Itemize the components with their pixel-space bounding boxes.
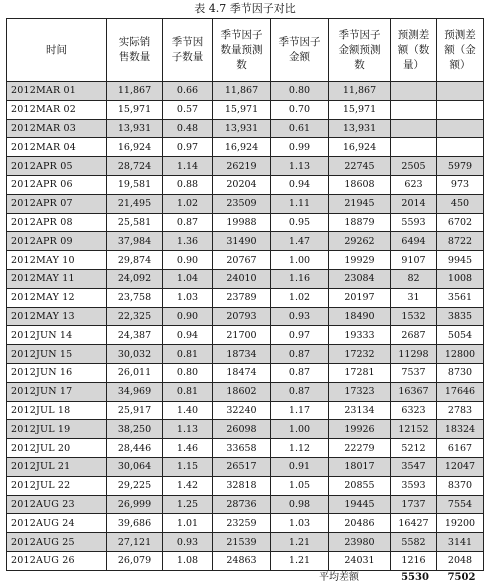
cell-actual-sales: 26,999 xyxy=(107,495,163,514)
table-row xyxy=(7,232,484,251)
header-seasonal-factor-amount-forecast xyxy=(329,19,391,82)
cell-time: 2012APR 09 xyxy=(7,232,107,251)
cell-factor-amount: 0.95 xyxy=(271,213,329,232)
cell-forecast-amount: 18608 xyxy=(329,175,391,194)
cell-forecast-amount: 23084 xyxy=(329,269,391,288)
header-line: 售数量 xyxy=(118,51,151,63)
cell-diff-amount: 973 xyxy=(437,175,484,194)
cell-factor-quantity: 0.80 xyxy=(163,363,213,382)
cell-factor-amount: 1.02 xyxy=(271,288,329,307)
table-row xyxy=(7,307,484,326)
cell-actual-sales: 26,079 xyxy=(107,551,163,570)
cell-actual-sales: 15,971 xyxy=(107,100,163,119)
cell-factor-quantity: 1.04 xyxy=(163,269,213,288)
cell-forecast-quantity: 26219 xyxy=(213,157,271,176)
cell-diff-amount xyxy=(437,82,484,101)
cell-diff-amount: 8730 xyxy=(437,363,484,382)
cell-diff-amount: 19200 xyxy=(437,514,484,533)
cell-forecast-amount: 13,931 xyxy=(329,119,391,138)
cell-forecast-quantity: 11,867 xyxy=(213,82,271,101)
cell-diff-quantity xyxy=(391,119,437,138)
table-row xyxy=(7,439,484,458)
cell-factor-quantity: 0.90 xyxy=(163,307,213,326)
cell-factor-quantity: 0.97 xyxy=(163,138,213,157)
cell-factor-amount: 1.17 xyxy=(271,401,329,420)
cell-time: 2012AUG 24 xyxy=(7,514,107,533)
table-row xyxy=(7,288,484,307)
cell-time: 2012JUN 17 xyxy=(7,382,107,401)
cell-factor-amount: 0.80 xyxy=(271,82,329,101)
header-actual-sales-quantity xyxy=(107,19,163,82)
cell-forecast-quantity: 16,924 xyxy=(213,138,271,157)
cell-factor-amount: 0.87 xyxy=(271,345,329,364)
cell-diff-amount: 12800 xyxy=(437,345,484,364)
cell-actual-sales: 16,924 xyxy=(107,138,163,157)
cell-time: 2012MAY 12 xyxy=(7,288,107,307)
cell-time: 2012MAR 04 xyxy=(7,138,107,157)
cell-diff-quantity: 1532 xyxy=(391,307,437,326)
cell-factor-amount: 1.05 xyxy=(271,476,329,495)
cell-forecast-quantity: 20793 xyxy=(213,307,271,326)
cell-diff-quantity: 5582 xyxy=(391,533,437,552)
cell-actual-sales: 37,984 xyxy=(107,232,163,251)
cell-time: 2012AUG 26 xyxy=(7,551,107,570)
cell-time: 2012MAR 02 xyxy=(7,100,107,119)
cell-factor-amount: 0.61 xyxy=(271,119,329,138)
cell-diff-amount: 5054 xyxy=(437,326,484,345)
header-line: 数 xyxy=(354,58,365,71)
table-body xyxy=(7,82,484,571)
cell-forecast-amount: 17232 xyxy=(329,345,391,364)
cell-diff-amount: 5979 xyxy=(437,157,484,176)
cell-time: 2012MAR 01 xyxy=(7,82,107,101)
cell-diff-quantity xyxy=(391,82,437,101)
cell-forecast-amount: 19929 xyxy=(329,251,391,270)
cell-actual-sales: 29,874 xyxy=(107,251,163,270)
cell-forecast-quantity: 18474 xyxy=(213,363,271,382)
table-footer xyxy=(0,571,490,585)
cell-forecast-amount: 23134 xyxy=(329,401,391,420)
cell-time: 2012JUN 14 xyxy=(7,326,107,345)
header-line: 季节因子 xyxy=(338,28,381,41)
cell-factor-quantity: 0.87 xyxy=(163,213,213,232)
cell-factor-amount: 1.00 xyxy=(271,251,329,270)
cell-forecast-amount: 21945 xyxy=(329,194,391,213)
average-quantity-difference: 5530 xyxy=(401,572,429,583)
header-row xyxy=(7,19,484,82)
cell-time: 2012JUL 21 xyxy=(7,457,107,476)
cell-factor-quantity: 0.48 xyxy=(163,119,213,138)
cell-diff-quantity: 3593 xyxy=(391,476,437,495)
cell-diff-quantity: 7537 xyxy=(391,363,437,382)
cell-factor-quantity: 0.93 xyxy=(163,533,213,552)
cell-diff-amount: 8722 xyxy=(437,232,484,251)
cell-actual-sales: 19,581 xyxy=(107,175,163,194)
cell-factor-quantity: 0.94 xyxy=(163,326,213,345)
cell-time: 2012JUN 16 xyxy=(7,363,107,382)
cell-diff-amount: 3561 xyxy=(437,288,484,307)
cell-forecast-quantity: 32240 xyxy=(213,401,271,420)
cell-forecast-quantity: 32818 xyxy=(213,476,271,495)
cell-forecast-amount: 24031 xyxy=(329,551,391,570)
average-amount-difference: 7502 xyxy=(447,572,476,583)
table-row xyxy=(7,476,484,495)
cell-forecast-amount: 22745 xyxy=(329,157,391,176)
cell-diff-quantity: 2014 xyxy=(391,194,437,213)
header-line: 预测差 xyxy=(397,28,430,41)
cell-forecast-quantity: 23509 xyxy=(213,194,271,213)
cell-factor-quantity: 0.66 xyxy=(163,82,213,101)
header-forecast-difference-quantity xyxy=(391,19,437,82)
table-row xyxy=(7,194,484,213)
cell-diff-amount: 1008 xyxy=(437,269,484,288)
cell-diff-quantity xyxy=(391,138,437,157)
cell-forecast-amount: 19926 xyxy=(329,420,391,439)
cell-factor-amount: 1.00 xyxy=(271,420,329,439)
header-line: 子数量 xyxy=(171,51,204,63)
cell-time: 2012AUG 23 xyxy=(7,495,107,514)
cell-actual-sales: 23,758 xyxy=(107,288,163,307)
cell-actual-sales: 39,686 xyxy=(107,514,163,533)
seasonal-factor-table xyxy=(6,18,484,571)
cell-forecast-quantity: 31490 xyxy=(213,232,271,251)
cell-factor-amount: 1.12 xyxy=(271,439,329,458)
cell-time: 2012MAY 10 xyxy=(7,251,107,270)
cell-factor-amount: 0.94 xyxy=(271,175,329,194)
cell-diff-amount: 7554 xyxy=(437,495,484,514)
table-row xyxy=(7,420,484,439)
cell-actual-sales: 26,011 xyxy=(107,363,163,382)
header-line: 预测差 xyxy=(444,28,476,41)
cell-diff-amount: 18324 xyxy=(437,420,484,439)
cell-diff-amount: 6167 xyxy=(437,439,484,458)
cell-forecast-quantity: 24863 xyxy=(213,551,271,570)
header-line: 数量预测 xyxy=(220,43,263,56)
cell-forecast-amount: 18879 xyxy=(329,213,391,232)
table-row xyxy=(7,100,484,119)
cell-forecast-quantity: 20767 xyxy=(213,251,271,270)
cell-forecast-amount: 19445 xyxy=(329,495,391,514)
cell-diff-quantity: 16367 xyxy=(391,382,437,401)
table-row xyxy=(7,82,484,101)
cell-time: 2012MAR 03 xyxy=(7,119,107,138)
cell-factor-amount: 0.99 xyxy=(271,138,329,157)
cell-forecast-amount: 17323 xyxy=(329,382,391,401)
header-line: 季节因子 xyxy=(220,28,263,41)
cell-actual-sales: 38,250 xyxy=(107,420,163,439)
cell-forecast-quantity: 28736 xyxy=(213,495,271,514)
cell-factor-amount: 1.21 xyxy=(271,551,329,570)
cell-factor-quantity: 0.88 xyxy=(163,175,213,194)
cell-diff-quantity: 31 xyxy=(391,288,437,307)
header-line: 金额预测 xyxy=(338,43,381,56)
cell-forecast-quantity: 20204 xyxy=(213,175,271,194)
cell-factor-quantity: 0.57 xyxy=(163,100,213,119)
cell-actual-sales: 29,225 xyxy=(107,476,163,495)
cell-time: 2012APR 08 xyxy=(7,213,107,232)
average-difference-label: 平均差额 xyxy=(319,572,359,583)
cell-time: 2012APR 05 xyxy=(7,157,107,176)
cell-factor-quantity: 1.14 xyxy=(163,157,213,176)
table-row xyxy=(7,138,484,157)
header-time xyxy=(7,19,107,82)
cell-forecast-quantity: 26098 xyxy=(213,420,271,439)
table-row xyxy=(7,533,484,552)
cell-time: 2012AUG 25 xyxy=(7,533,107,552)
table-row xyxy=(7,345,484,364)
cell-factor-quantity: 1.25 xyxy=(163,495,213,514)
header-line: 数 xyxy=(236,58,247,71)
cell-actual-sales: 27,121 xyxy=(107,533,163,552)
table-row xyxy=(7,514,484,533)
cell-factor-quantity: 1.02 xyxy=(163,194,213,213)
table-row xyxy=(7,213,484,232)
cell-diff-amount: 2048 xyxy=(437,551,484,570)
cell-factor-quantity: 1.15 xyxy=(163,457,213,476)
cell-actual-sales: 24,092 xyxy=(107,269,163,288)
cell-diff-amount: 6702 xyxy=(437,213,484,232)
cell-diff-amount: 9945 xyxy=(437,251,484,270)
header-line: 额） xyxy=(449,58,471,71)
cell-actual-sales: 11,867 xyxy=(107,82,163,101)
cell-factor-quantity: 1.40 xyxy=(163,401,213,420)
cell-forecast-amount: 19333 xyxy=(329,326,391,345)
cell-diff-quantity: 3547 xyxy=(391,457,437,476)
cell-actual-sales: 21,495 xyxy=(107,194,163,213)
table-row xyxy=(7,326,484,345)
cell-diff-amount: 450 xyxy=(437,194,484,213)
header-line: 额（金 xyxy=(444,43,476,56)
cell-factor-quantity: 0.90 xyxy=(163,251,213,270)
cell-factor-amount: 0.87 xyxy=(271,363,329,382)
header-line: 时间 xyxy=(46,43,67,56)
header-line: 季节因子 xyxy=(278,36,321,48)
cell-factor-amount: 1.47 xyxy=(271,232,329,251)
cell-time: 2012JUN 15 xyxy=(7,345,107,364)
cell-forecast-quantity: 33658 xyxy=(213,439,271,458)
cell-diff-quantity: 2505 xyxy=(391,157,437,176)
cell-forecast-quantity: 19988 xyxy=(213,213,271,232)
cell-forecast-amount: 23980 xyxy=(329,533,391,552)
cell-factor-amount: 0.87 xyxy=(271,382,329,401)
cell-actual-sales: 28,446 xyxy=(107,439,163,458)
cell-factor-quantity: 1.36 xyxy=(163,232,213,251)
cell-actual-sales: 25,917 xyxy=(107,401,163,420)
table-row xyxy=(7,382,484,401)
table-row xyxy=(7,551,484,570)
header-forecast-difference-amount xyxy=(437,19,484,82)
table-caption: 表 4.7 季节因子对比 xyxy=(194,2,296,15)
header-line: 额（数 xyxy=(397,43,430,56)
table-row xyxy=(7,251,484,270)
cell-diff-quantity xyxy=(391,100,437,119)
cell-forecast-quantity: 15,971 xyxy=(213,100,271,119)
cell-diff-amount: 2783 xyxy=(437,401,484,420)
cell-factor-amount: 1.11 xyxy=(271,194,329,213)
table-row xyxy=(7,269,484,288)
cell-diff-quantity: 5212 xyxy=(391,439,437,458)
cell-actual-sales: 34,969 xyxy=(107,382,163,401)
cell-time: 2012JUL 18 xyxy=(7,401,107,420)
cell-diff-amount xyxy=(437,100,484,119)
cell-factor-amount: 1.21 xyxy=(271,533,329,552)
header-seasonal-factor-amount xyxy=(271,19,329,82)
cell-factor-quantity: 1.08 xyxy=(163,551,213,570)
table-row xyxy=(7,175,484,194)
cell-time: 2012APR 06 xyxy=(7,175,107,194)
cell-time: 2012JUL 20 xyxy=(7,439,107,458)
cell-diff-quantity: 5593 xyxy=(391,213,437,232)
cell-forecast-amount: 16,924 xyxy=(329,138,391,157)
header-line: 季节因 xyxy=(171,36,204,48)
cell-diff-quantity: 6494 xyxy=(391,232,437,251)
cell-forecast-amount: 11,867 xyxy=(329,82,391,101)
cell-forecast-amount: 29262 xyxy=(329,232,391,251)
header-seasonal-factor-quantity xyxy=(163,19,213,82)
table-row xyxy=(7,401,484,420)
cell-forecast-amount: 18017 xyxy=(329,457,391,476)
cell-factor-amount: 1.03 xyxy=(271,514,329,533)
cell-factor-quantity: 0.81 xyxy=(163,382,213,401)
cell-actual-sales: 30,032 xyxy=(107,345,163,364)
cell-diff-amount: 3141 xyxy=(437,533,484,552)
cell-forecast-quantity: 24010 xyxy=(213,269,271,288)
cell-factor-amount: 0.98 xyxy=(271,495,329,514)
table-row xyxy=(7,119,484,138)
cell-forecast-amount: 18490 xyxy=(329,307,391,326)
cell-factor-quantity: 0.81 xyxy=(163,345,213,364)
cell-diff-quantity: 16427 xyxy=(391,514,437,533)
table-row xyxy=(7,495,484,514)
cell-factor-quantity: 1.42 xyxy=(163,476,213,495)
cell-diff-amount: 3835 xyxy=(437,307,484,326)
cell-diff-quantity: 623 xyxy=(391,175,437,194)
cell-forecast-quantity: 26517 xyxy=(213,457,271,476)
cell-forecast-quantity: 23789 xyxy=(213,288,271,307)
cell-time: 2012JUL 22 xyxy=(7,476,107,495)
cell-factor-amount: 0.93 xyxy=(271,307,329,326)
cell-diff-amount: 12047 xyxy=(437,457,484,476)
cell-forecast-amount: 20855 xyxy=(329,476,391,495)
cell-factor-amount: 1.16 xyxy=(271,269,329,288)
cell-diff-amount: 17646 xyxy=(437,382,484,401)
cell-factor-amount: 0.70 xyxy=(271,100,329,119)
cell-diff-amount xyxy=(437,119,484,138)
cell-actual-sales: 24,387 xyxy=(107,326,163,345)
cell-factor-quantity: 1.03 xyxy=(163,288,213,307)
cell-time: 2012MAY 11 xyxy=(7,269,107,288)
cell-forecast-amount: 20486 xyxy=(329,514,391,533)
cell-forecast-quantity: 18602 xyxy=(213,382,271,401)
table-row xyxy=(7,457,484,476)
table-header xyxy=(7,19,484,82)
cell-actual-sales: 25,581 xyxy=(107,213,163,232)
cell-factor-quantity: 1.13 xyxy=(163,420,213,439)
cell-diff-quantity: 12152 xyxy=(391,420,437,439)
cell-actual-sales: 30,064 xyxy=(107,457,163,476)
cell-forecast-amount: 20197 xyxy=(329,288,391,307)
cell-factor-quantity: 1.01 xyxy=(163,514,213,533)
cell-diff-quantity: 82 xyxy=(391,269,437,288)
header-seasonal-factor-quantity-forecast xyxy=(213,19,271,82)
cell-actual-sales: 13,931 xyxy=(107,119,163,138)
cell-time: 2012MAY 13 xyxy=(7,307,107,326)
cell-factor-amount: 0.91 xyxy=(271,457,329,476)
cell-time: 2012JUL 19 xyxy=(7,420,107,439)
cell-factor-amount: 0.97 xyxy=(271,326,329,345)
cell-diff-quantity: 1737 xyxy=(391,495,437,514)
cell-diff-quantity: 1216 xyxy=(391,551,437,570)
table-row xyxy=(7,363,484,382)
cell-actual-sales: 22,325 xyxy=(107,307,163,326)
header-line: 金额 xyxy=(289,51,310,63)
cell-factor-quantity: 1.46 xyxy=(163,439,213,458)
cell-forecast-quantity: 21539 xyxy=(213,533,271,552)
cell-diff-amount xyxy=(437,138,484,157)
cell-diff-amount: 8370 xyxy=(437,476,484,495)
table-row xyxy=(7,157,484,176)
cell-forecast-quantity: 18734 xyxy=(213,345,271,364)
cell-actual-sales: 28,724 xyxy=(107,157,163,176)
header-line: 量） xyxy=(403,58,424,71)
cell-diff-quantity: 6323 xyxy=(391,401,437,420)
cell-factor-amount: 1.13 xyxy=(271,157,329,176)
cell-diff-quantity: 11298 xyxy=(391,345,437,364)
cell-forecast-quantity: 23259 xyxy=(213,514,271,533)
cell-forecast-quantity: 13,931 xyxy=(213,119,271,138)
cell-forecast-amount: 15,971 xyxy=(329,100,391,119)
cell-diff-quantity: 2687 xyxy=(391,326,437,345)
cell-forecast-amount: 22279 xyxy=(329,439,391,458)
cell-forecast-amount: 17281 xyxy=(329,363,391,382)
header-line: 实际销 xyxy=(118,36,151,48)
cell-forecast-quantity: 21700 xyxy=(213,326,271,345)
cell-diff-quantity: 9107 xyxy=(391,251,437,270)
cell-time: 2012APR 07 xyxy=(7,194,107,213)
